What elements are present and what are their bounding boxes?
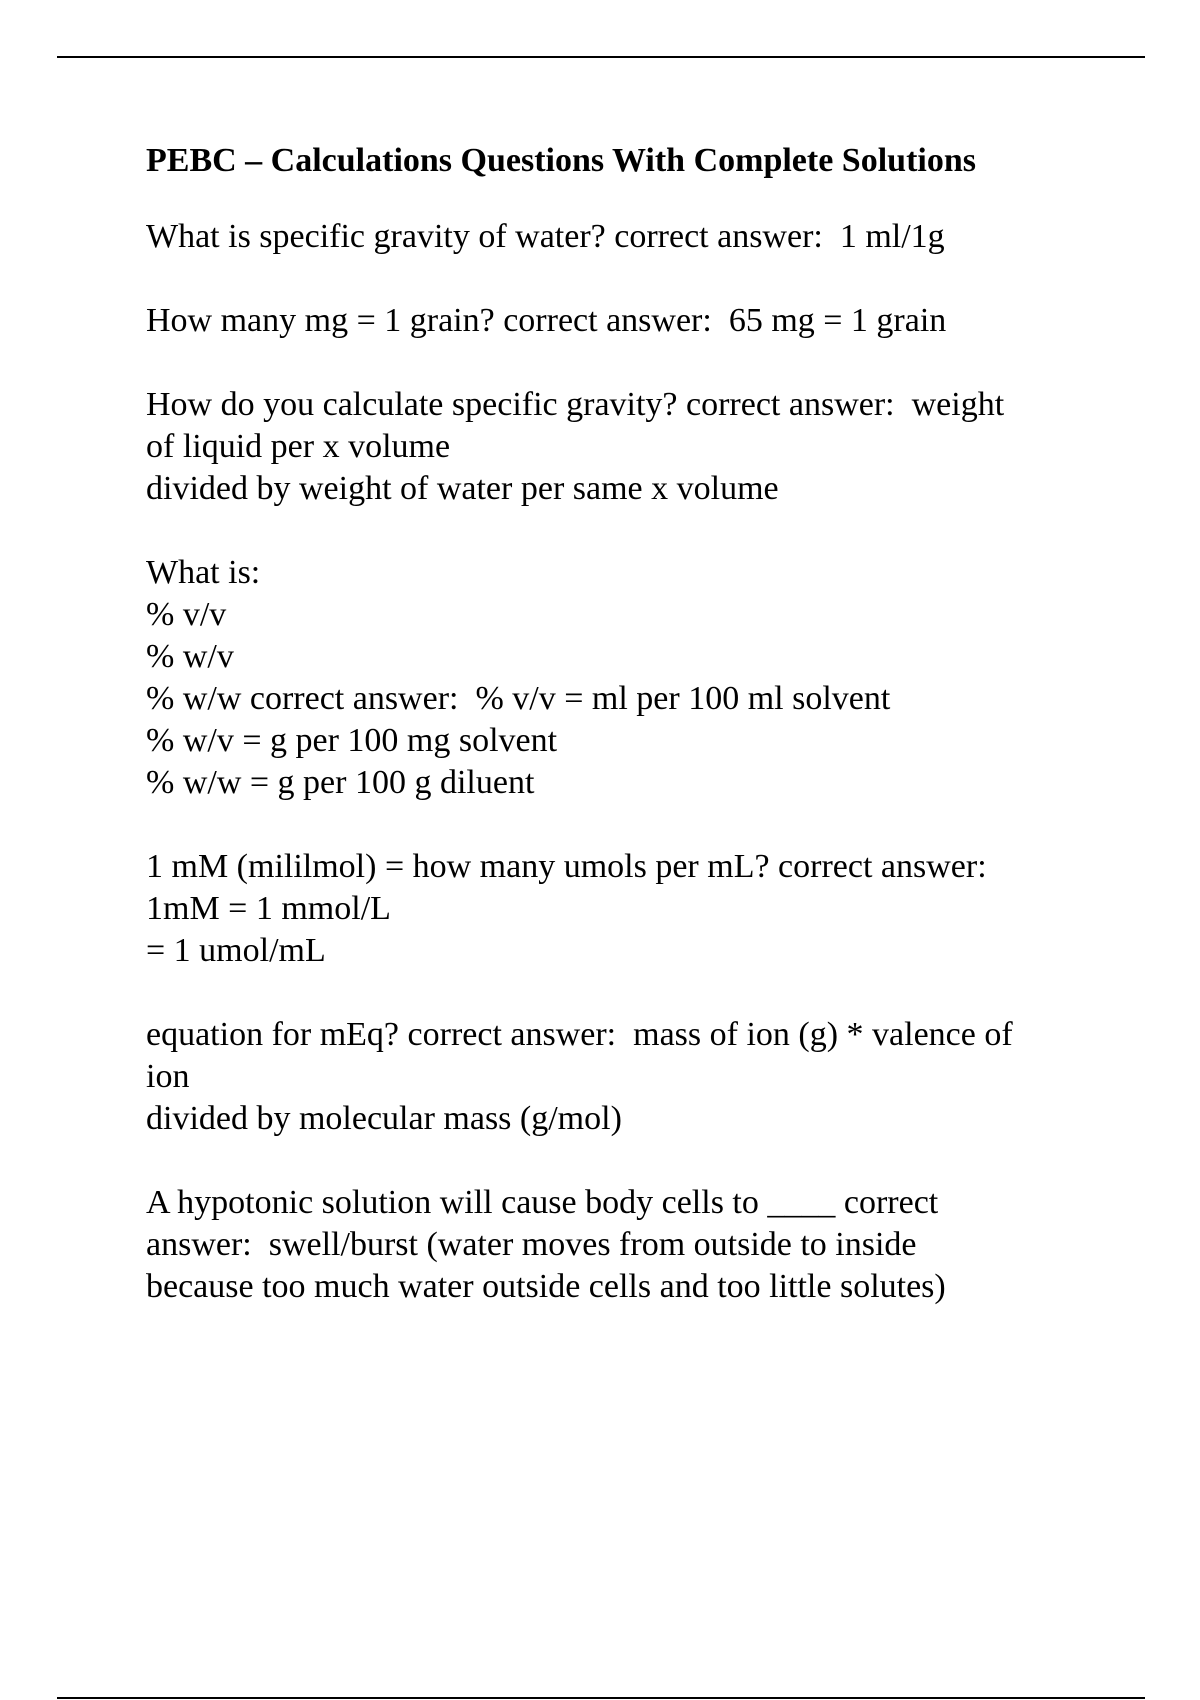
qa-line: = 1 umol/mL bbox=[146, 932, 326, 969]
document-body bbox=[146, 140, 1096, 1350]
qa-line: How do you calculate specific gravity? correct answer: weight bbox=[146, 386, 1005, 423]
qa-line: % w/w correct answer: % v/v = ml per 100 ml solvent bbox=[146, 680, 891, 717]
qa-line: divided by weight of water per same x volume bbox=[146, 470, 779, 507]
qa-item bbox=[146, 846, 1096, 972]
qa-line: of liquid per x volume bbox=[146, 428, 451, 465]
qa-item bbox=[146, 384, 1096, 510]
qa-line: because too much water outside cells and too little solutes) bbox=[146, 1268, 946, 1305]
qa-line: divided by molecular mass (g/mol) bbox=[146, 1100, 622, 1137]
qa-line: 1 mM (mililmol) = how many umols per mL? correct answer: bbox=[146, 848, 987, 885]
qa-line: answer: swell/burst (water moves from outside to inside bbox=[146, 1226, 917, 1263]
qa-item bbox=[146, 1182, 1096, 1308]
qa-item bbox=[146, 1014, 1096, 1140]
qa-line: 1mM = 1 mmol/L bbox=[146, 890, 391, 927]
qa-line: % w/w = g per 100 g diluent bbox=[146, 764, 535, 801]
document-title: PEBC – Calculations Questions With Complete Solutions bbox=[146, 142, 976, 179]
qa-line: equation for mEq? correct answer: mass of ion (g) * valence of bbox=[146, 1016, 1013, 1053]
qa-line: What is specific gravity of water? correct answer: 1 ml/1g bbox=[146, 218, 945, 255]
qa-item bbox=[146, 300, 1096, 342]
bottom-rule bbox=[57, 1697, 1145, 1699]
qa-line: ion bbox=[146, 1058, 190, 1095]
qa-line: What is: bbox=[146, 554, 261, 591]
qa-line: % v/v bbox=[146, 596, 227, 633]
qa-line: % w/v bbox=[146, 638, 234, 675]
qa-line: How many mg = 1 grain? correct answer: 65 mg = 1 grain bbox=[146, 302, 947, 339]
qa-line: A hypotonic solution will cause body cells to ____ correct bbox=[146, 1184, 939, 1221]
qa-item bbox=[146, 216, 1096, 258]
qa-item bbox=[146, 552, 1096, 804]
top-rule bbox=[57, 56, 1145, 58]
qa-line: % w/v = g per 100 mg solvent bbox=[146, 722, 558, 759]
